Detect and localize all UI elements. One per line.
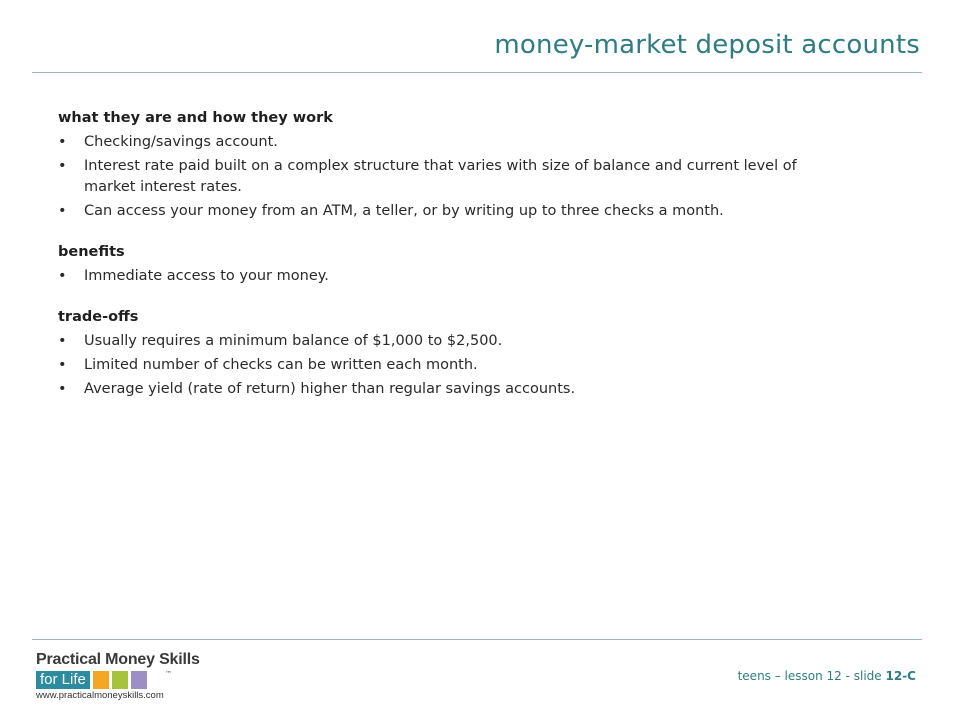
list-item — [58, 201, 848, 222]
bullet-icon: • — [58, 381, 67, 397]
bullet-text: Average yield (rate of return) higher than regular savings accounts. — [84, 381, 576, 397]
bullet-icon: • — [58, 357, 67, 373]
slide-content — [58, 108, 848, 420]
logo-green-tile — [112, 671, 128, 689]
section-trade-offs — [58, 307, 848, 400]
logo-url: www.practicalmoneyskills.com — [36, 690, 164, 701]
section-heading: what they are and how they work — [58, 110, 333, 126]
section-what-they-are — [58, 108, 848, 222]
bullet-text: Usually requires a minimum balance of $1,000 to $2,500. — [84, 333, 503, 349]
logo-tagline-row — [36, 671, 147, 689]
list-item — [58, 156, 848, 198]
practical-money-skills-logo — [36, 651, 206, 703]
section-benefits — [58, 242, 848, 287]
list-item — [58, 379, 848, 400]
logo-orange-tile — [93, 671, 109, 689]
bullet-text: Immediate access to your money. — [84, 268, 329, 284]
list-item — [58, 266, 848, 287]
logo-for-life: for Life — [36, 671, 90, 689]
lesson-label: teens – lesson 12 - slide — [737, 669, 886, 683]
bullet-text: Checking/savings account. — [84, 134, 278, 150]
bullet-text: Can access your money from an ATM, a teller, or by writing up to three checks a month. — [84, 203, 724, 219]
bullet-list — [58, 132, 848, 222]
bullet-icon: • — [58, 203, 67, 219]
section-heading: trade-offs — [58, 309, 139, 325]
bullet-icon: • — [58, 158, 67, 174]
list-item — [58, 355, 848, 376]
slide-footer — [738, 669, 916, 683]
slide-title: money-market deposit accounts — [494, 30, 920, 60]
bullet-icon: • — [58, 134, 67, 150]
list-item — [58, 331, 848, 352]
trademark-icon: ™ — [165, 670, 172, 678]
bullet-icon: • — [58, 333, 67, 349]
section-heading: benefits — [58, 244, 125, 260]
logo-purple-tile — [131, 671, 147, 689]
bullet-icon: • — [58, 268, 67, 284]
bullet-list — [58, 331, 848, 400]
bullet-text: Limited number of checks can be written each month. — [84, 357, 478, 373]
slide-number: 12-C — [885, 669, 916, 683]
logo-brand-name: Practical Money Skills — [36, 651, 200, 668]
list-item — [58, 132, 848, 153]
title-divider — [32, 72, 922, 73]
bullet-list — [58, 266, 848, 287]
bullet-text: Interest rate paid built on a complex structure that varies with size of balance and current level of market interest rates. — [84, 158, 797, 195]
footer-divider — [32, 639, 922, 640]
